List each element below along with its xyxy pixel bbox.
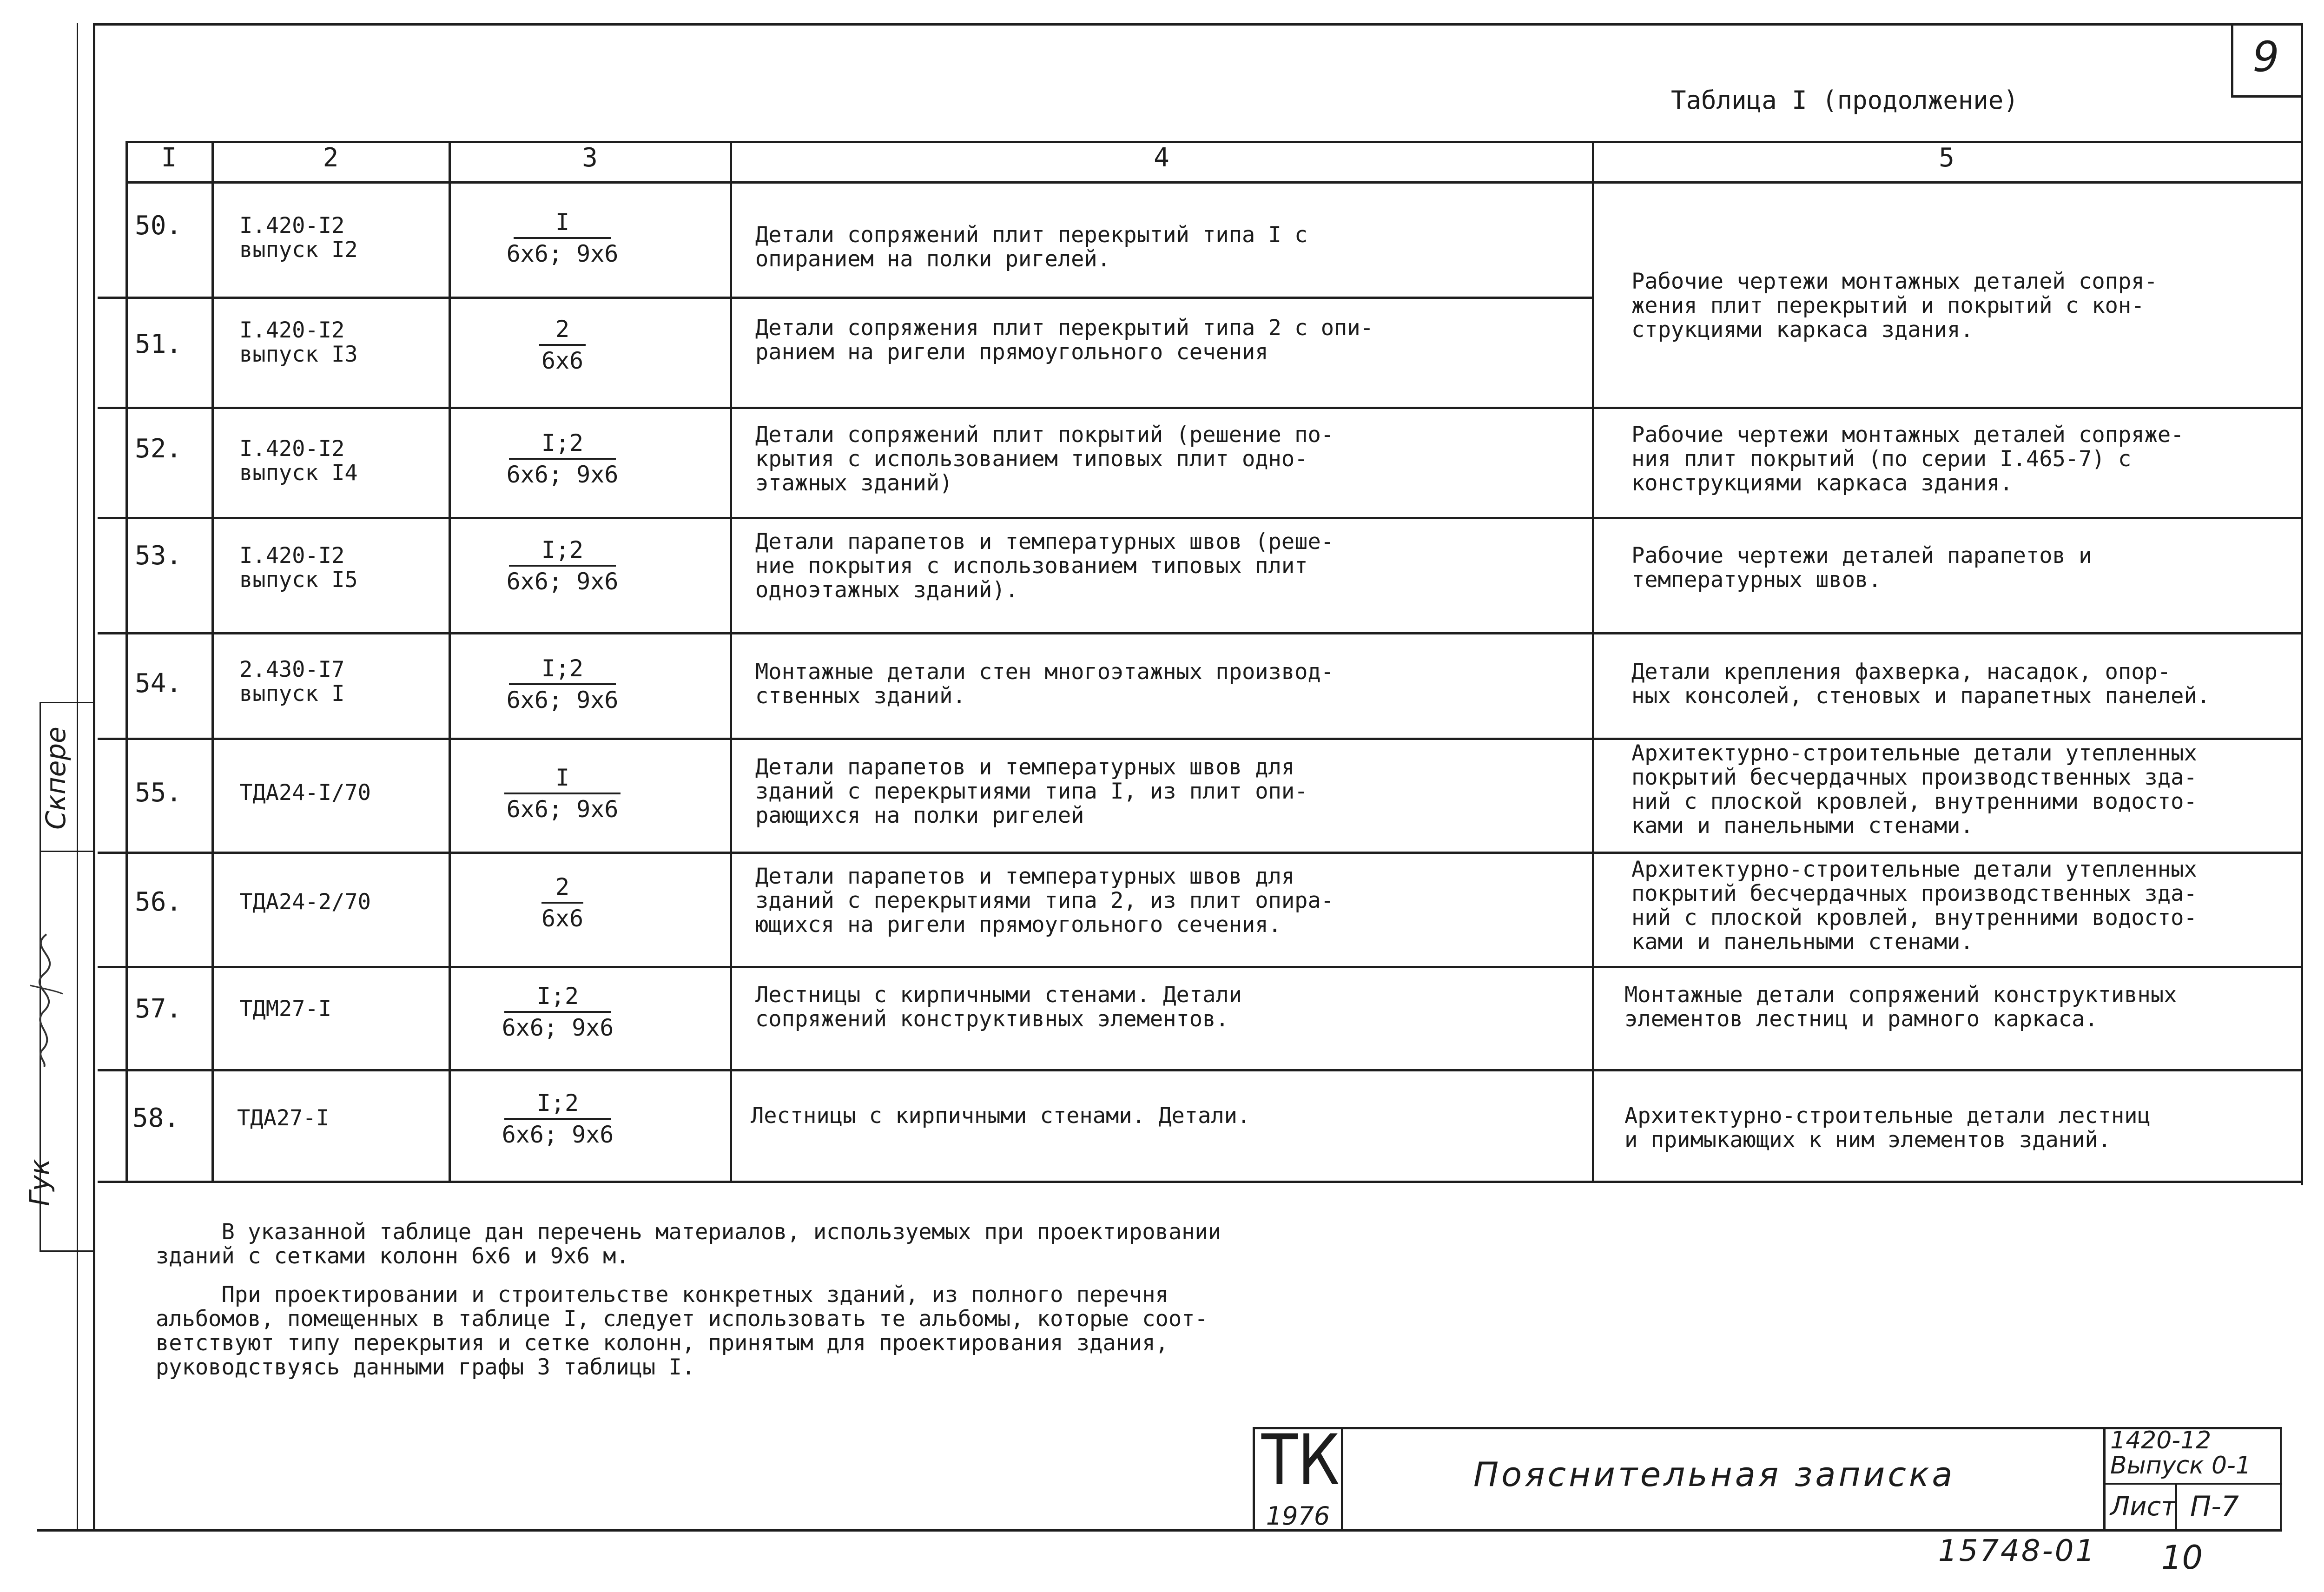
row-description: Детали парапетов и температурных швов для зданий с перекрытиями типа I, из плит опи- рающихся на полки ригелей xyxy=(755,754,1308,828)
col-header-2: 2 xyxy=(323,143,339,173)
row-series: I.420-I2 выпуск I4 xyxy=(239,436,358,486)
col-line-1 xyxy=(125,141,128,1182)
frame-right-line xyxy=(2301,23,2303,1185)
stamp-sheet-value: П-7 xyxy=(2190,1490,2239,1523)
stamp-title: Пояснительная записка xyxy=(1473,1455,1955,1494)
row-note: Рабочие чертежи деталей парапетов и температурных швов. xyxy=(1631,543,2092,593)
row-line-57 xyxy=(98,966,2303,968)
fraction-top: I;2 xyxy=(541,536,584,563)
page-number: 9 xyxy=(2252,33,2279,81)
row-series: I.420-I2 выпуск I5 xyxy=(239,543,358,593)
explanatory-paragraph-1: В указанной таблице дан перечень материалов, используемых при проектировании зданий с сетками колонн 6х6 и 9х6 м. xyxy=(156,1219,1221,1269)
row-line-54 xyxy=(98,632,2303,634)
row-series: ТДМ27-I xyxy=(239,996,332,1022)
row-description: Детали сопряжений плит перекрытий типа I с опиранием на полки ригелей. xyxy=(755,222,1308,272)
row-number: 53. xyxy=(135,541,182,571)
row-number: 51. xyxy=(135,329,182,359)
row-series: ТДА24-2/70 xyxy=(239,889,371,915)
stamp-right-edge xyxy=(2280,1427,2282,1532)
col-header-4: 4 xyxy=(1154,143,1169,173)
row-note: Детали крепления фахверка, насадок, опор- ных консолей, стеновых и парапетных панелей. xyxy=(1631,659,2211,709)
stamp-right-divider xyxy=(2103,1427,2106,1532)
row-number: 57. xyxy=(135,994,182,1024)
row-fraction xyxy=(493,316,632,374)
merged-note-50-51: Рабочие чертежи монтажных деталей сопря- жения плит перекрытий и покрытий с кон- струкциями каркаса здания. xyxy=(1631,269,2158,343)
fraction-top: I;2 xyxy=(536,1090,579,1116)
fraction-top: I xyxy=(555,764,570,791)
fraction-bottom: 6x6; 9x6 xyxy=(502,1014,614,1041)
fraction-top: I;2 xyxy=(541,655,584,682)
row-fraction xyxy=(493,874,632,931)
row-line-53 xyxy=(98,517,2303,519)
col-header-5: 5 xyxy=(1939,143,1954,173)
fraction-top: I;2 xyxy=(536,983,579,1010)
fraction-bottom: 6x6; 9x6 xyxy=(506,240,619,267)
row-description: Лестницы с кирпичными стенами. Детали. xyxy=(751,1103,1251,1129)
stamp-sheet-label: Лист xyxy=(2110,1492,2176,1522)
row-series: ТДА27-I xyxy=(237,1105,330,1131)
row-series: I.420-I2 выпуск I3 xyxy=(239,317,358,367)
fraction-top: 2 xyxy=(555,873,570,900)
fraction-bottom: 6x6 xyxy=(541,905,584,932)
row-fraction xyxy=(488,1090,627,1148)
sheet-page-number: 10 xyxy=(2161,1539,2203,1577)
row-number: 50. xyxy=(135,211,182,241)
page-box-bottom xyxy=(2231,95,2303,98)
row-fraction xyxy=(493,430,632,488)
fraction-top: 2 xyxy=(555,316,570,343)
col-line-2 xyxy=(211,141,214,1182)
table-bottom-line xyxy=(98,1181,2303,1183)
explanatory-paragraph-2: При проектировании и строительстве конкретных зданий, из полного перечня альбомов, помещенных в таблице I, следует использовать те альбомы, которые соот- ветствуют типу перекрытия и сетке колонн, принятым для проектирования здания, руководствуясь данными графы 3 таблицы I. xyxy=(156,1282,1208,1380)
row-series: ТДА24-I/70 xyxy=(239,780,371,806)
row-note: Монтажные детали сопряжений конструктивных элементов лестниц и рамного каркаса. xyxy=(1624,982,2177,1032)
row-description: Детали сопряжений плит покрытий (решение по- крытия с использованием типовых плит одно- этажных зданий) xyxy=(755,422,1334,496)
row-note: Рабочие чертежи монтажных деталей сопряже- ния плит покрытий (по серии I.465-7) с конструкциями каркаса здания. xyxy=(1631,422,2184,496)
margin-left-line xyxy=(77,23,78,1529)
margin-note-bottom: Гук xyxy=(24,1159,55,1206)
margin-signature xyxy=(19,930,70,1069)
row-series: 2.430-I7 выпуск I xyxy=(239,657,345,707)
row-number: 58. xyxy=(132,1103,180,1133)
col-header-3: 3 xyxy=(582,143,598,173)
row-description: Детали сопряжения плит перекрытий типа 2 с опи- ранием на ригели прямоугольного сечения xyxy=(755,315,1373,365)
row-description: Монтажные детали стен многоэтажных производ- ственных зданий. xyxy=(755,659,1334,709)
table-header-bottom xyxy=(125,181,2303,184)
row-fraction xyxy=(493,655,632,713)
document-number: 15748-01 xyxy=(1938,1534,2097,1568)
row-line-56 xyxy=(98,852,2303,854)
table-title: Таблица I (продолжение) xyxy=(1671,86,2019,115)
row-number: 52. xyxy=(135,434,182,464)
row-note: Архитектурно-строительные детали утепленных покрытий бесчердачных производственных зда- ний с плоской кровлей, внутренними водосто- ками и панельными стенами. xyxy=(1631,857,2197,955)
stamp-issue: Выпуск 0-1 xyxy=(2110,1452,2251,1480)
frame-top-line xyxy=(93,23,2303,26)
fraction-bottom: 6x6; 9x6 xyxy=(502,1121,614,1148)
binding-tick-3 xyxy=(40,1250,95,1252)
row-fraction xyxy=(493,537,632,595)
row-line-52 xyxy=(98,407,2303,409)
row-description: Лестницы с кирпичными стенами. Детали сопряжений конструктивных элементов. xyxy=(755,982,1242,1032)
fraction-bottom: 6x6 xyxy=(541,347,584,374)
frame-left-line xyxy=(93,23,95,1529)
col-line-5 xyxy=(1592,141,1594,1182)
stamp-series: 1420-12 xyxy=(2110,1427,2212,1454)
col-header-1: I xyxy=(161,143,177,173)
row-fraction xyxy=(493,209,632,267)
row-fraction xyxy=(493,765,632,822)
row-line-55 xyxy=(98,738,2303,740)
row-line-58 xyxy=(98,1069,2303,1071)
col-line-3 xyxy=(449,141,451,1182)
fraction-bottom: 6x6; 9x6 xyxy=(506,568,619,595)
page-box-left xyxy=(2231,23,2233,98)
row-note: Архитектурно-строительные детали утепленных покрытий бесчердачных производственных зда- ний с плоской кровлей, внутренними водосто- ками и панельными стенами. xyxy=(1631,740,2197,839)
row-series: I.420-I2 выпуск I2 xyxy=(239,213,358,263)
margin-note-top: Скпере xyxy=(40,727,72,830)
fraction-bottom: 6x6; 9x6 xyxy=(506,687,619,713)
fraction-top: I xyxy=(555,209,570,236)
row-number: 55. xyxy=(135,778,182,808)
row-number: 54. xyxy=(135,668,182,699)
frame-bottom-line xyxy=(37,1529,2282,1532)
stamp-year: 1976 xyxy=(1266,1501,1330,1531)
row-description: Детали парапетов и температурных швов для зданий с перекрытиями типа 2, из плит опира- ющихся на ригели прямоугольного сечения. xyxy=(755,864,1334,938)
stamp-logo: ТК xyxy=(1261,1420,1340,1501)
col-line-4 xyxy=(730,141,732,1182)
row-fraction xyxy=(488,983,627,1041)
row-note: Архитектурно-строительные детали лестниц и примыкающих к ним элементов зданий. xyxy=(1624,1103,2151,1153)
fraction-bottom: 6x6; 9x6 xyxy=(506,461,619,488)
fraction-bottom: 6x6; 9x6 xyxy=(506,796,619,823)
stamp-mid-line xyxy=(2103,1483,2282,1485)
stamp-logo-divider xyxy=(1341,1427,1343,1532)
row-description: Детали парапетов и температурных швов (реше- ние покрытия с использованием типовых плит одноэтажных зданий). xyxy=(755,529,1334,603)
fraction-top: I;2 xyxy=(541,429,584,456)
row-line-51 xyxy=(98,297,1594,299)
row-number: 56. xyxy=(135,887,182,917)
